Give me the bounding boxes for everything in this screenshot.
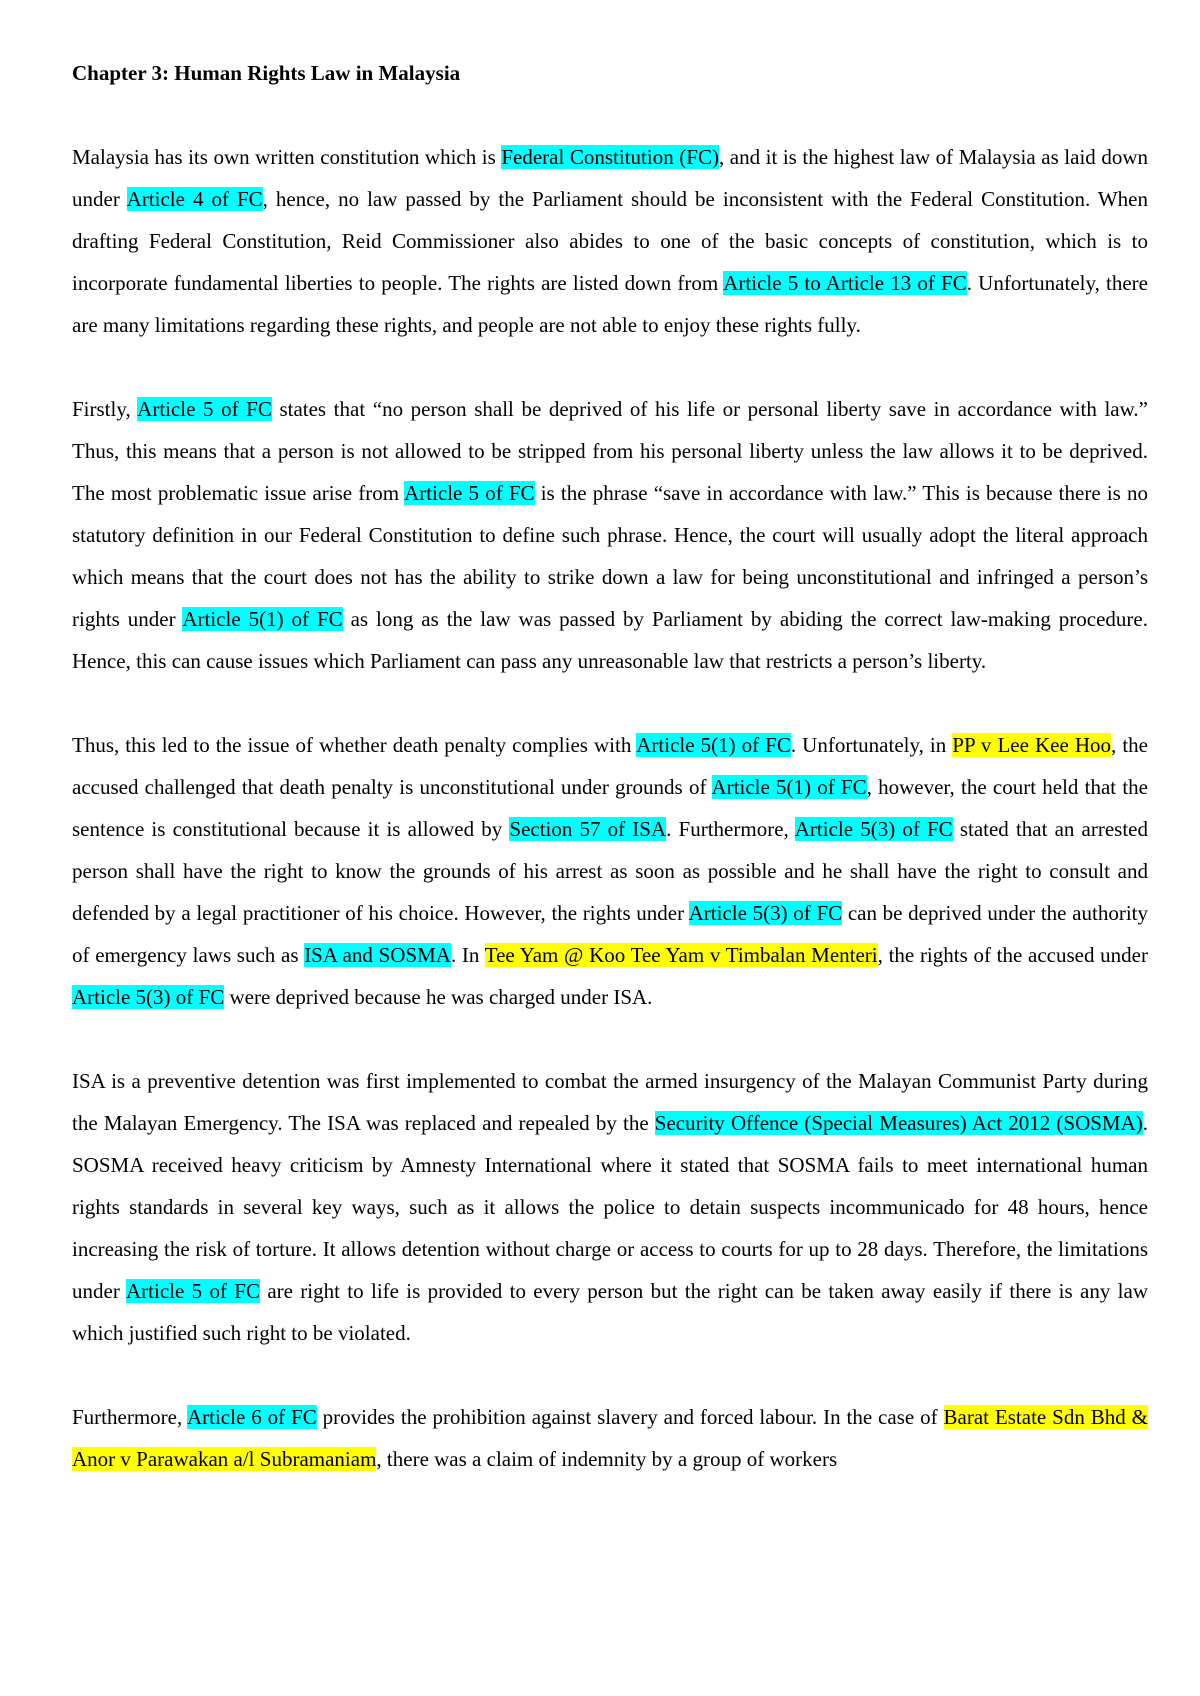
legal-reference-highlight: Article 5 of FC (404, 481, 535, 505)
paragraph-text: were deprived because he was charged under ISA. (224, 985, 653, 1009)
legal-reference-highlight: Article 6 of FC (186, 1405, 317, 1429)
paragraph-text: . SOSMA received heavy criticism by Amnesty International where it stated that SOSMA fails to meet international human rights standards in several key ways, such as it allows the police to detain suspects incommunicado for 48 hours, hence increasing the risk of torture. It allows detention without charge or access to courts for up to 28 days. Therefore, the limitations under (72, 1111, 1148, 1303)
paragraph-text: stated that an arrested person shall have the right to know the grounds of his arrest as soon as possible and he shall have the right to consult and defended by a legal practitioner of his choice. However, the rights under (72, 817, 1148, 925)
body-paragraph (72, 388, 1148, 682)
case-name-highlight: PP v Lee Kee Hoo (952, 733, 1112, 757)
legal-reference-highlight: Article 5(1) of FC (182, 607, 343, 631)
legal-reference-highlight: Article 5 of FC (137, 397, 272, 421)
paragraph-text: . Unfortunately, in (790, 733, 953, 757)
paragraph-text: is the phrase “save in accordance with law.” This is because there is no statutory definition in our Federal Constitution to define such phrase. Hence, the court will usually adopt the literal approach which means that the court does not has the ability to strike down a law for being unconstitutional and infringed a person’s rights under (72, 481, 1148, 631)
paragraph-text: ISA is a preventive detention was first implemented to combat the armed insurgency of the Malayan Communist Party during the Malayan Emergency. The ISA was replaced and repealed by the (72, 1069, 1148, 1135)
legal-reference-highlight: Article 5(1) of FC (711, 775, 867, 799)
paragraph-text: , the rights of the accused under (877, 943, 1148, 967)
paragraph-text: Malaysia has its own written constitution which is (72, 145, 502, 169)
paragraph-text: Firstly, (72, 397, 138, 421)
paragraph-text: provides the prohibition against slavery and forced labour. In the case of (316, 1405, 944, 1429)
body-paragraph (72, 1060, 1148, 1354)
document-body (72, 136, 1148, 1480)
paragraph-text: Furthermore, (72, 1405, 187, 1429)
paragraph-text: , there was a claim of indemnity by a group of workers (376, 1447, 838, 1471)
body-paragraph (72, 1396, 1148, 1480)
legal-reference-highlight: Article 5(3) of FC (72, 985, 225, 1009)
paragraph-text: . Unfortunately, there are many limitations regarding these rights, and people are not able to enjoy these rights fully. (72, 271, 1148, 337)
legal-reference-highlight: Article 4 of FC (126, 187, 263, 211)
body-paragraph (72, 136, 1148, 346)
chapter-title: Chapter 3: Human Rights Law in Malaysia (72, 61, 461, 85)
paragraph-text: . In (450, 943, 485, 967)
legal-reference-highlight: Article 5(1) of FC (636, 733, 791, 757)
paragraph-text: . Furthermore, (666, 817, 795, 841)
paragraph-text: , however, the court held that the sentence is constitutional because it is allowed by (72, 775, 1148, 841)
legal-reference-highlight: Article 5 to Article 13 of FC (723, 271, 967, 295)
paragraph-text: Thus, this led to the issue of whether death penalty complies with (72, 733, 637, 757)
body-paragraph (72, 724, 1148, 1018)
paragraph-text: can be deprived under the authority of emergency laws such as (72, 901, 1148, 967)
paragraph-text: , hence, no law passed by the Parliament should be inconsistent with the Federal Constitution. When drafting Federal Constitution, Reid Commissioner also abides to one of the basic concepts of constitution, which is to incorporate fundamental liberties to people. The rights are listed down from (72, 187, 1149, 295)
legal-reference-highlight: Article 5(3) of FC (688, 901, 843, 925)
case-name-highlight: Barat Estate Sdn Bhd & Anor v Parawakan a/l Subramaniam (72, 1405, 1149, 1471)
paragraph-text: , the accused challenged that death penalty is unconstitutional under grounds of (72, 733, 1148, 799)
legal-reference-highlight: Article 5 of FC (126, 1279, 260, 1303)
legal-reference-highlight: Article 5(3) of FC (794, 817, 953, 841)
legal-reference-highlight: Section 57 of ISA (509, 817, 667, 841)
document-page (72, 52, 1148, 1522)
paragraph-text: , and it is the highest law of Malaysia as laid down under (72, 145, 1148, 211)
legal-reference-highlight: Security Offence (Special Measures) Act 2012 (SOSMA) (654, 1111, 1143, 1135)
case-name-highlight: Tee Yam @ Koo Tee Yam v Timbalan Menteri (484, 943, 878, 967)
paragraph-text: states that “no person shall be deprived of his life or personal liberty save in accordance with law.” Thus, this means that a person is not allowed to be stripped from his personal liberty unless the law allows it to be deprived. The most problematic issue arise from (72, 397, 1148, 505)
paragraph-text: are right to life is provided to every person but the right can be taken away easily if there is any law which justified such right to be violated. (72, 1279, 1148, 1345)
legal-reference-highlight: ISA and SOSMA (304, 943, 451, 967)
legal-reference-highlight: Federal Constitution (FC) (501, 145, 719, 169)
paragraph-text: as long as the law was passed by Parliament by abiding the correct law-making procedure. Hence, this can cause issues which Parliament can pass any unreasonable law that restricts a person’s liberty. (72, 607, 1148, 673)
